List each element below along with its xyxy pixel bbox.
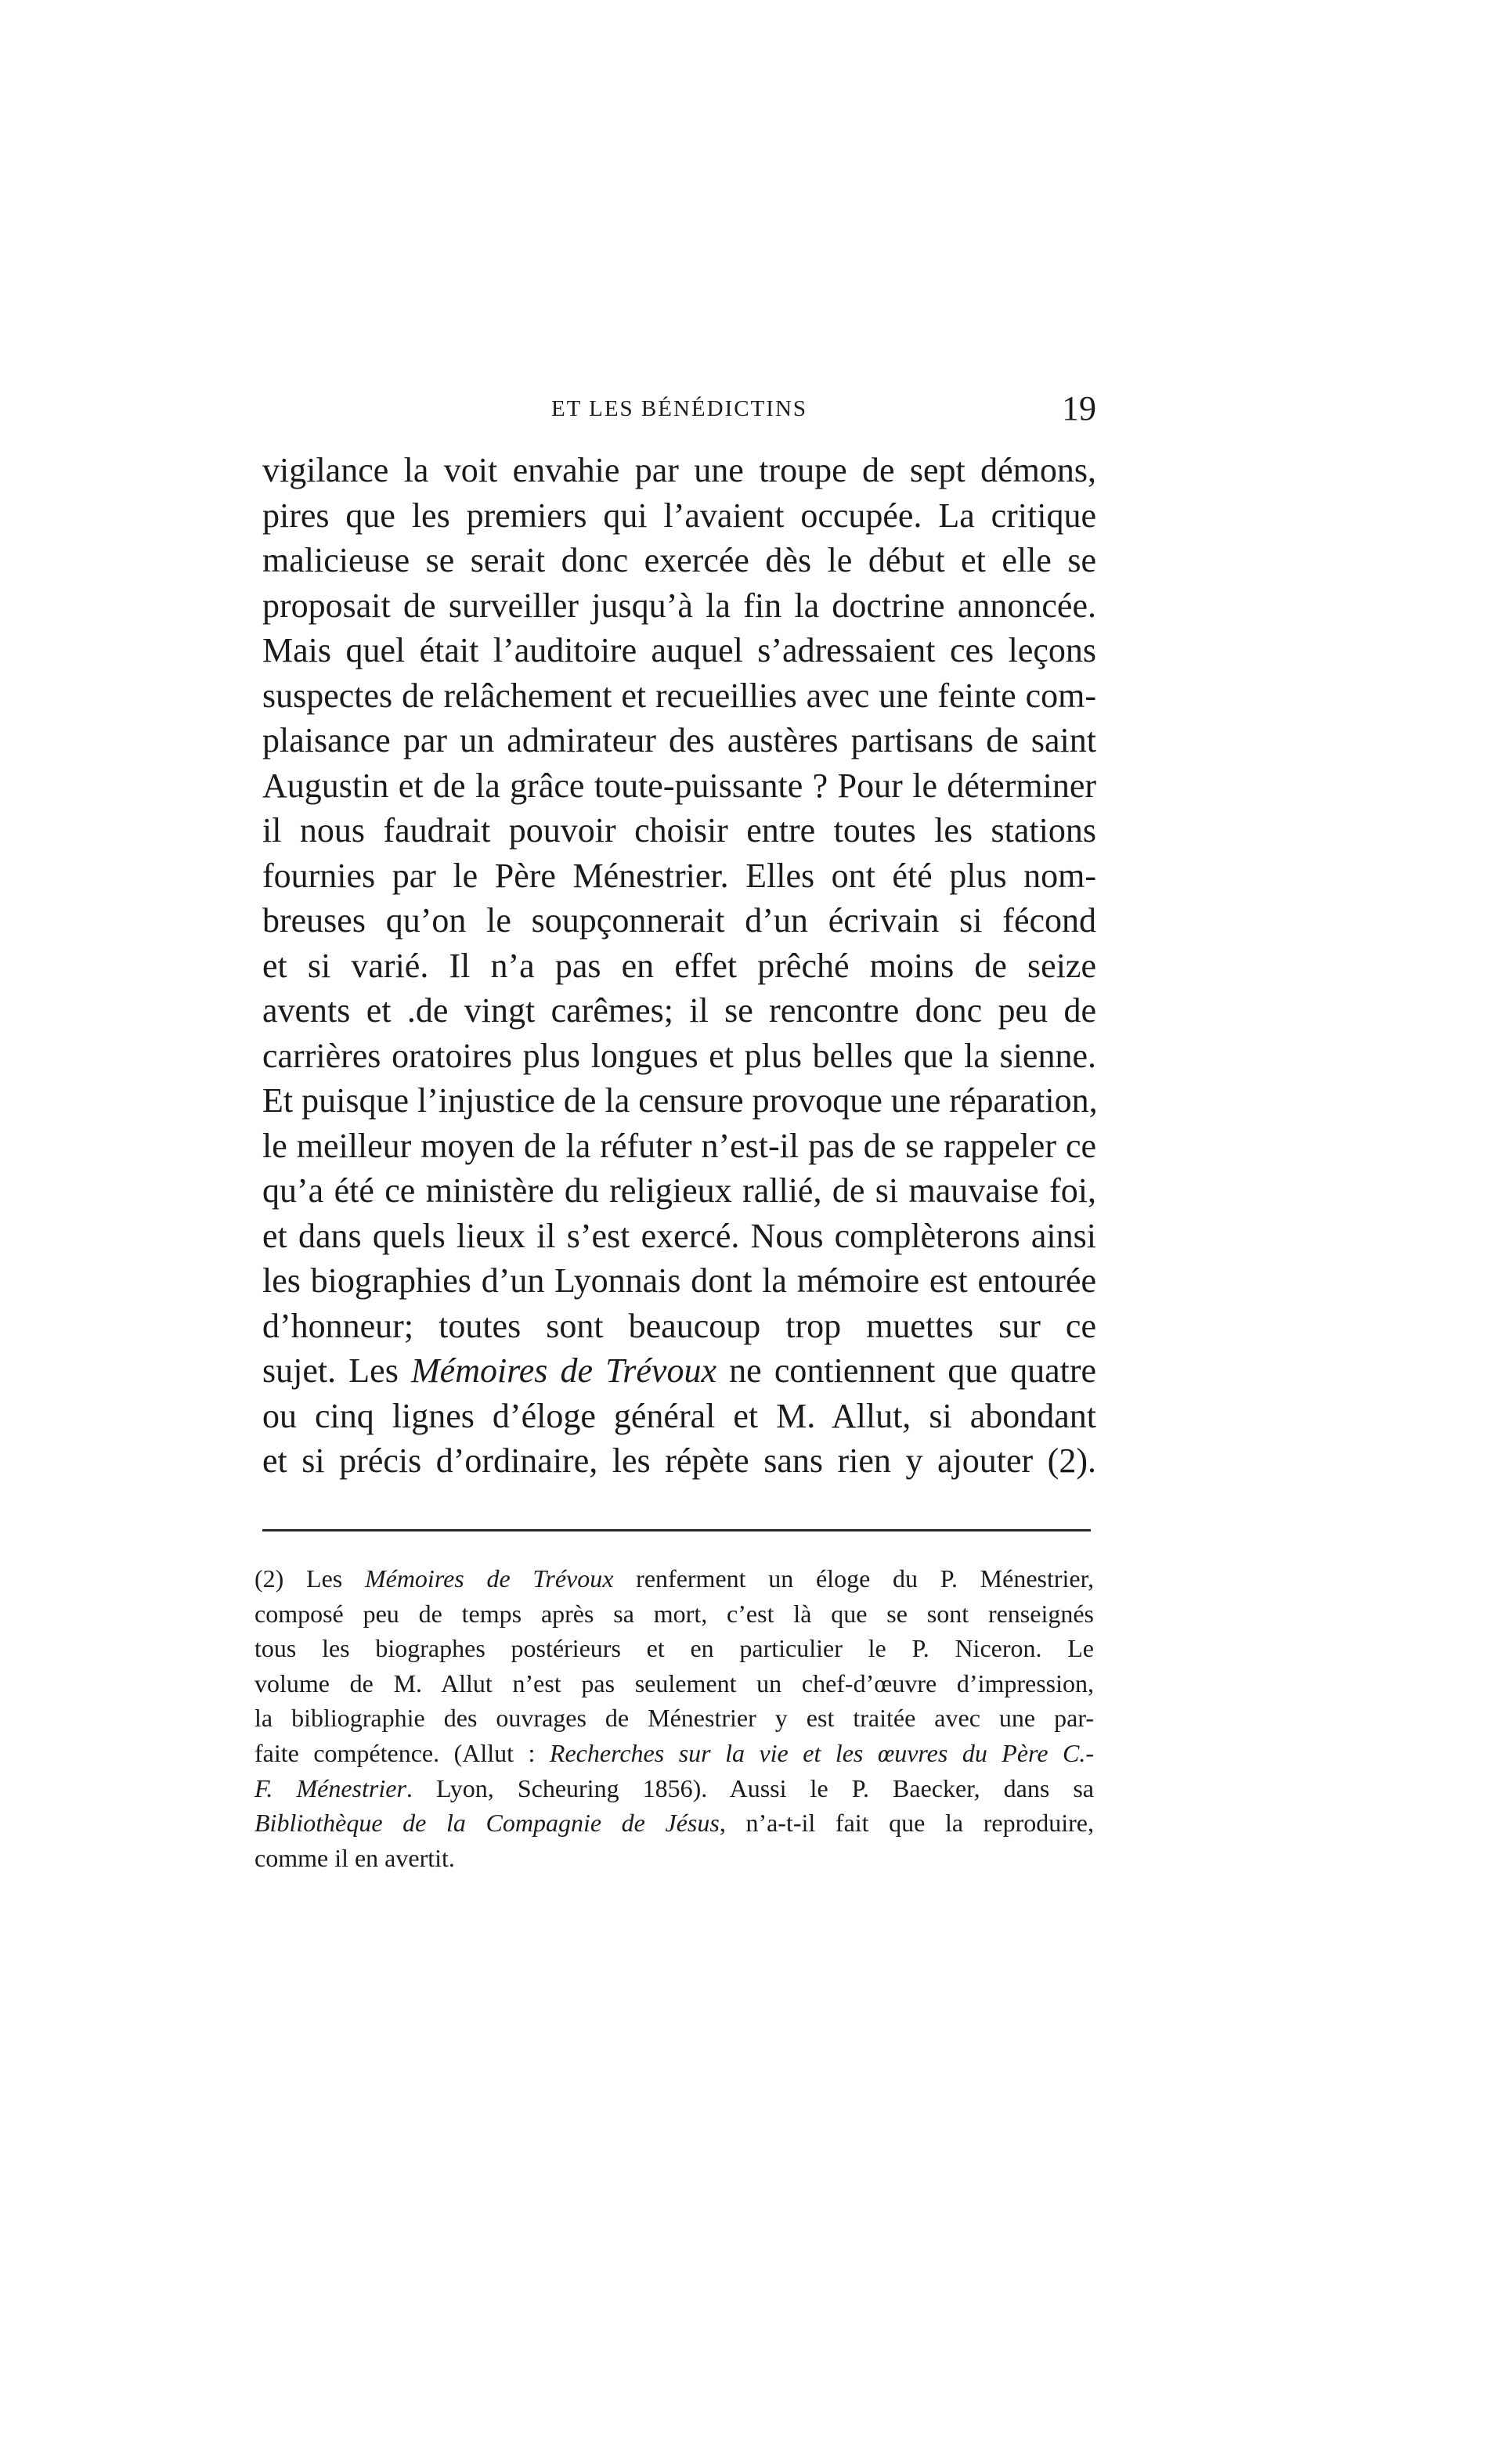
footnote-line: volume de M. Allut n’est pas seulement un chef-d’œuvre d’impression,: [254, 1669, 1094, 1697]
text-line: breuses qu’on le soupçonnerait d’un écrivain si fécond: [262, 901, 1096, 940]
text-line: plaisance par un admirateur des austères partisans de saint: [262, 721, 1096, 759]
italic-title: Mémoires de Trévoux: [411, 1351, 716, 1390]
text-run: (2) Les: [254, 1564, 365, 1593]
footnote-line: la bibliographie des ouvrages de Ménestrier y est traitée avec une par-: [254, 1704, 1094, 1733]
text-line: et si varié. Il n’a pas en effet prêché moins de seize: [262, 946, 1096, 985]
italic-title: Mémoires de Trévoux: [364, 1564, 614, 1593]
running-title: ET LES BÉNÉDICTINS: [550, 396, 808, 421]
text-line: ou cinq lignes d’éloge général et M. Allut, si abondant: [262, 1396, 1096, 1435]
text-run: . Lyon, Scheuring 1856). Aussi le P. Baecker, dans sa: [406, 1773, 1095, 1802]
text-run: , n’a-t-il fait que la reproduire,: [719, 1809, 1095, 1838]
footnote-line: composé peu de temps après sa mort, c’est là que se sont renseignés: [254, 1599, 1094, 1628]
footnote-line: [254, 1771, 1094, 1806]
italic-title: F. Ménestrier: [254, 1773, 406, 1802]
footnote-rule: [262, 1529, 1091, 1531]
footnote: [254, 1561, 1094, 1875]
text-line: les biographies d’un Lyonnais dont la mémoire est entourée: [262, 1261, 1096, 1300]
footnote-line: [254, 1736, 1094, 1771]
running-head: [262, 390, 1096, 428]
text-line: proposait de surveiller jusqu’à la fin la doctrine annoncée.: [262, 586, 1096, 625]
text-line: [262, 1348, 1096, 1394]
text-run: sujet. Les: [262, 1351, 412, 1390]
text-line: carrières oratoires plus longues et plus belles que la sienne.: [262, 1036, 1096, 1075]
text-line: Et puisque l’injustice de la censure provoque une réparation,: [262, 1081, 1098, 1120]
text-run: renferment un éloge du P. Ménestrier,: [613, 1564, 1095, 1593]
text-line: et dans quels lieux il s’est exercé. Nous complèterons ainsi: [262, 1216, 1096, 1255]
text-line: vigilance la voit envahie par une troupe de sept démons,: [262, 451, 1096, 489]
text-line: fournies par le Père Ménestrier. Elles ont été plus nom-: [262, 856, 1096, 895]
text-run: ne contiennent que quatre: [716, 1351, 1096, 1390]
text-line: il nous faudrait pouvoir choisir entre toutes les stations: [262, 811, 1096, 850]
footnote-line: comme il en avertit.: [254, 1843, 455, 1872]
text-line: avents et .de vingt carêmes; il se rencontre donc peu de: [262, 991, 1096, 1030]
text-line: suspectes de relâchement et recueillies avec une feinte com-: [262, 676, 1096, 715]
text-line: et si précis d’ordinaire, les répète sans rien y ajouter (2).: [262, 1441, 1096, 1480]
text-line: le meilleur moyen de la réfuter n’est-il pas de se rappeler ce: [262, 1126, 1096, 1165]
footnote-line: [254, 1806, 1094, 1841]
text-line: d’honneur; toutes sont beaucoup trop muettes sur ce: [262, 1306, 1096, 1345]
text-line: Augustin et de la grâce toute-puissante ? Pour le déterminer: [262, 766, 1096, 805]
italic-title: Bibliothèque de la Compagnie de Jésus: [254, 1809, 720, 1838]
text-line: qu’a été ce ministère du religieux rallié, de si mauvaise foi,: [262, 1171, 1096, 1210]
footnote-line: tous les biographes postérieurs et en particulier le P. Niceron. Le: [254, 1634, 1094, 1663]
text-line: malicieuse se serait donc exercée dès le début et elle se: [262, 541, 1096, 579]
text-line: Mais quel était l’auditoire auquel s’adressaient ces leçons: [262, 631, 1096, 669]
main-text: [262, 448, 1096, 1484]
page-number: 19: [1062, 389, 1096, 428]
italic-title: Recherches sur la vie et les œuvres du Père C.-: [549, 1738, 1095, 1767]
footnote-line: [254, 1561, 1094, 1596]
text-line: pires que les premiers qui l’avaient occupée. La critique: [262, 496, 1096, 535]
text-run: faite compétence. (Allut :: [254, 1738, 550, 1767]
